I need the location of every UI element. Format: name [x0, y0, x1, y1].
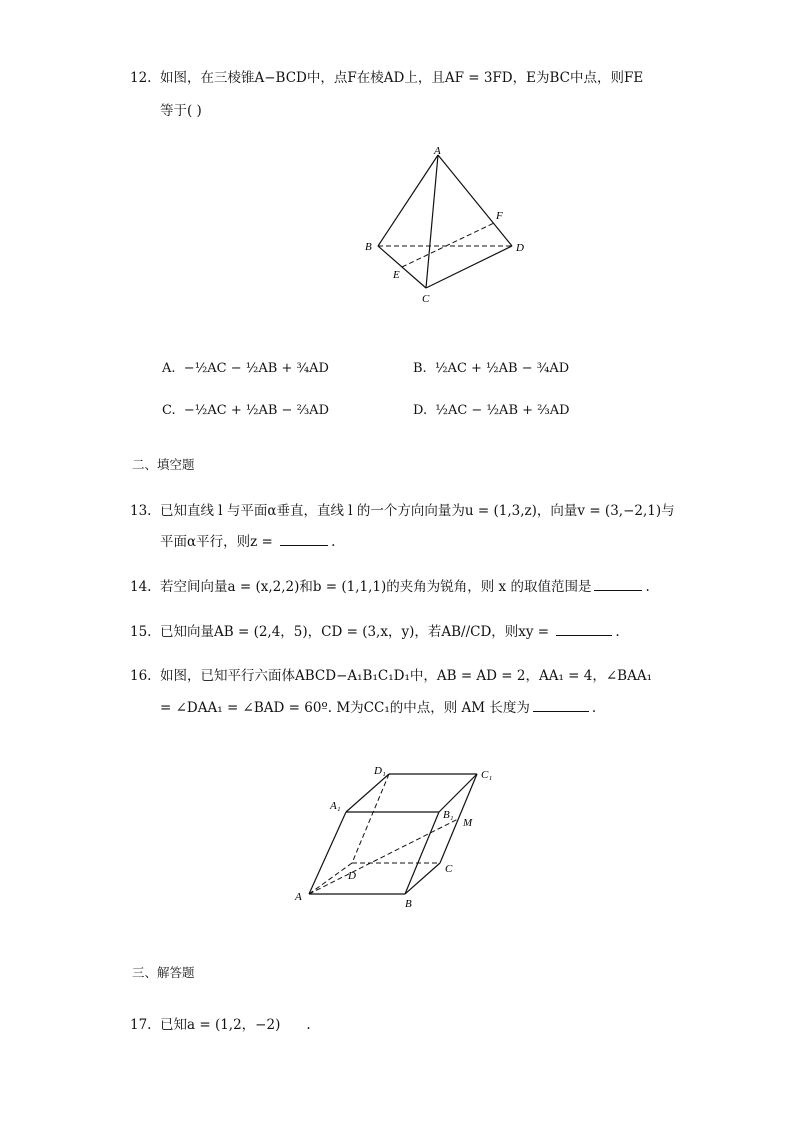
parallelepiped-figure [292, 762, 522, 912]
q15-stem: 已知向量AB = (2,4，5)，CD = (3,x，y)，若AB//CD，则xy = [160, 624, 554, 640]
q12-number: 12. [130, 70, 152, 86]
q13-line2 [160, 530, 335, 550]
q14-stem: 若空间向量a = (x,2,2)和b = (1,1,1)的夹角为锐角，则 x 的取值范围是 [160, 579, 592, 595]
q15-line [130, 620, 620, 640]
option-c-letter: C. [162, 403, 176, 418]
q16-number: 16. [130, 668, 152, 684]
label-C1: C₁ [481, 769, 493, 781]
option-d-letter: D. [413, 403, 428, 418]
q15-number: 15. [130, 624, 152, 640]
q13-period: . [331, 534, 336, 550]
q13-line2-text: 平面α平行，则z = [160, 534, 278, 550]
q16-line1 [130, 664, 652, 684]
option-b-letter: B. [413, 361, 427, 376]
label-A: A [434, 145, 441, 157]
label-E: E [393, 269, 400, 281]
q13-line1 [130, 499, 675, 519]
label-A: A [295, 891, 302, 903]
q12-option-a[interactable] [162, 361, 329, 376]
label-C: C [422, 293, 430, 305]
label-D: D [348, 870, 356, 882]
q15-answer-blank[interactable] [556, 623, 612, 636]
q13-answer-blank[interactable] [280, 533, 328, 546]
label-B: B [405, 898, 412, 910]
q16-stem: 如图，已知平行六面体ABCD−A₁B₁C₁D₁中，AB = AD = 2，AA₁ = 4，∠BAA₁ [160, 668, 653, 684]
q16-line2 [160, 696, 596, 716]
label-M: M [463, 817, 473, 829]
q12-option-d[interactable] [413, 403, 570, 418]
q13-stem: 已知直线 l 与平面α垂直，直线 l 的一个方向向量为u = (1,3,z)，向量v = (3,−2,1)与 [160, 503, 675, 519]
option-a-text: −½AC − ½AB + ¾AD [183, 361, 329, 376]
label-B: B [365, 241, 372, 253]
q16-period: . [591, 700, 597, 716]
label-C: C [445, 863, 453, 875]
section-heading-solutions: 三、解答题 [132, 965, 195, 980]
q14-number: 14. [130, 579, 152, 595]
tetrahedron-figure [360, 145, 560, 315]
label-F: F [496, 210, 503, 222]
q13-number: 13. [130, 503, 152, 519]
option-b-text: ½AC + ½AB − ¾AD [434, 361, 570, 376]
label-D: D [516, 242, 524, 254]
section-heading-fill-in: 二、填空题 [132, 457, 195, 472]
label-A1: A₁ [330, 800, 341, 812]
q14-line [130, 575, 650, 595]
q12-option-c[interactable] [162, 403, 329, 418]
label-B1: B₁ [443, 809, 454, 821]
q14-answer-blank[interactable] [594, 578, 642, 591]
q12-stem: 如图，在三棱锥A−BCD中，点F在棱AD上，且AF = 3FD，E为BC中点，则FE [160, 70, 644, 86]
q17-number: 17. [130, 1017, 152, 1033]
q17-line [130, 1013, 311, 1033]
q14-period: . [645, 579, 650, 595]
q17-period: . [306, 1017, 311, 1033]
q12-line1 [130, 66, 643, 86]
q12-line2: 等于( ) [160, 103, 202, 119]
option-c-text: −½AC + ½AB − ⅔AD [183, 403, 329, 418]
q17-stem: 已知a = (1,2，−2) [160, 1017, 281, 1033]
q16-answer-blank[interactable] [533, 699, 589, 712]
option-a-letter: A. [162, 361, 176, 376]
q12-option-b[interactable] [413, 361, 569, 376]
q16-line2-text: = ∠DAA₁ = ∠BAD = 60º. M为CC₁的中点，则 AM 长度为 [160, 700, 530, 716]
label-D1: D₁ [374, 765, 386, 777]
option-d-text: ½AC − ½AB + ⅔AD [435, 403, 570, 418]
q15-period: . [615, 624, 620, 640]
